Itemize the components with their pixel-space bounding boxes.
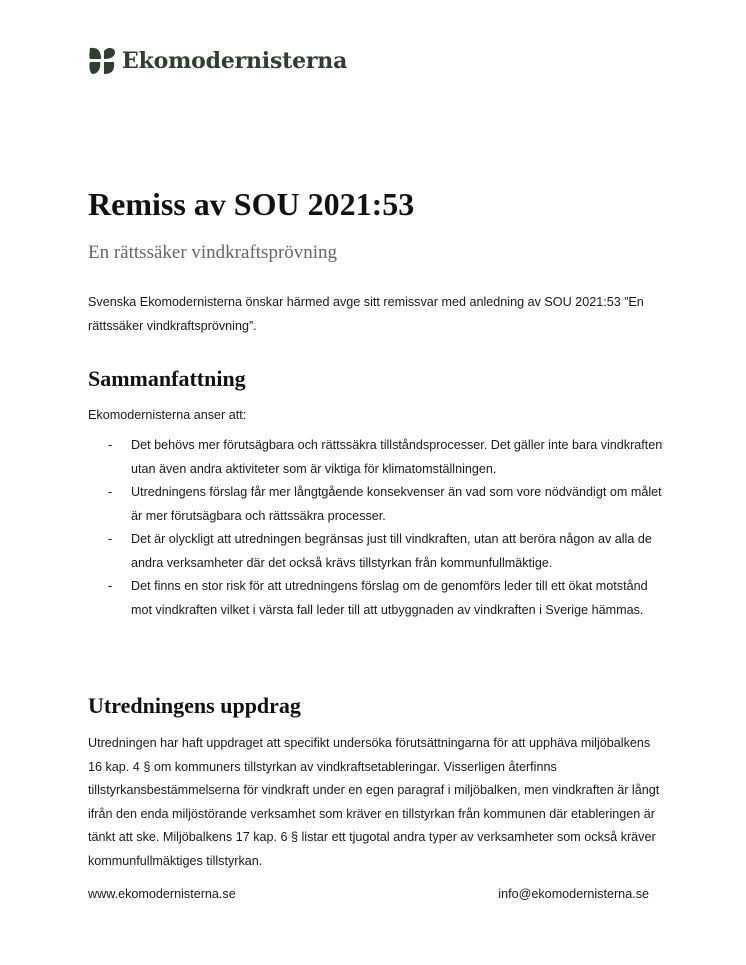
mandate-paragraph: Utredningen har haft uppdraget att specifikt undersöka förutsättningarna för att upphäva miljöbalkens 16 kap. 4 § om kommuners tillstyrkan av vindkraftsetableringar. Visserligen återfinns tillstyrkansbestämmelserna för vindkraft under en egen paragraf i miljöbalken, men vindkraften är långt ifrån den enda miljöstörande verksamhet som kräver en tillstyrkan från kommunen där etableringen är tänkt att ske. Miljöbalkens 17 kap. 6 § listar ett tjugotal andra typer av verksamheter som också kräver kommunfullmäktiges tillstyrkan. xyxy=(88,736,660,868)
list-item xyxy=(108,575,663,622)
logo-leaf-icon xyxy=(88,46,116,76)
list-item xyxy=(108,434,663,481)
bullet-dash: - xyxy=(108,485,113,499)
list-item-text: Det finns en stor risk för att utredningens förslag om de genomförs leder till ett ökat motstånd mot vindkraften vilket i värsta fall leder till att utbyggnaden av vindkraften i Sverige hämmas. xyxy=(131,579,648,617)
summary-lead: Ekomodernisterna anser att: xyxy=(88,408,247,422)
list-item-text: Det är olyckligt att utredningen begränsas just till vindkraften, utan att beröra någon av alla de andra verksamheter där det också krävs tillstyrkan från kommunfullmäktige. xyxy=(131,532,652,570)
mandate-heading: Utredningens uppdrag xyxy=(88,693,301,718)
logo-text: Ekomodernisterna xyxy=(122,48,348,74)
bullet-dash: - xyxy=(108,579,113,593)
intro-paragraph: Svenska Ekomodernisterna önskar härmed avge sitt remissvar med anledning av SOU 2021:53 ”En rättssäker vindkraftsprövning”. xyxy=(88,295,644,333)
logo xyxy=(88,44,347,78)
list-item xyxy=(108,528,663,575)
footer-website-link[interactable]: www.ekomodernisterna.se xyxy=(88,887,236,901)
list-item xyxy=(108,481,663,528)
bullet-dash: - xyxy=(108,438,113,452)
summary-list xyxy=(108,434,663,622)
summary-heading: Sammanfattning xyxy=(88,366,246,391)
document-subtitle: En rättssäker vindkraftsprövning xyxy=(88,242,338,263)
bullet-dash: - xyxy=(108,532,113,546)
list-item-text: Utredningens förslag får mer långtgående konsekvenser än vad som vore nödvändigt om målet är mer förutsägbara och rättssäkra processer. xyxy=(131,485,662,523)
footer-email-link[interactable]: info@ekomodernisterna.se xyxy=(498,887,649,901)
document-title: Remiss av SOU 2021:53 xyxy=(88,186,415,222)
list-item-text: Det behövs mer förutsägbara och rättssäkra tillståndsprocesser. Det gäller inte bara vindkraften utan även andra aktiviteter som är viktiga för klimatomställningen. xyxy=(131,438,663,476)
